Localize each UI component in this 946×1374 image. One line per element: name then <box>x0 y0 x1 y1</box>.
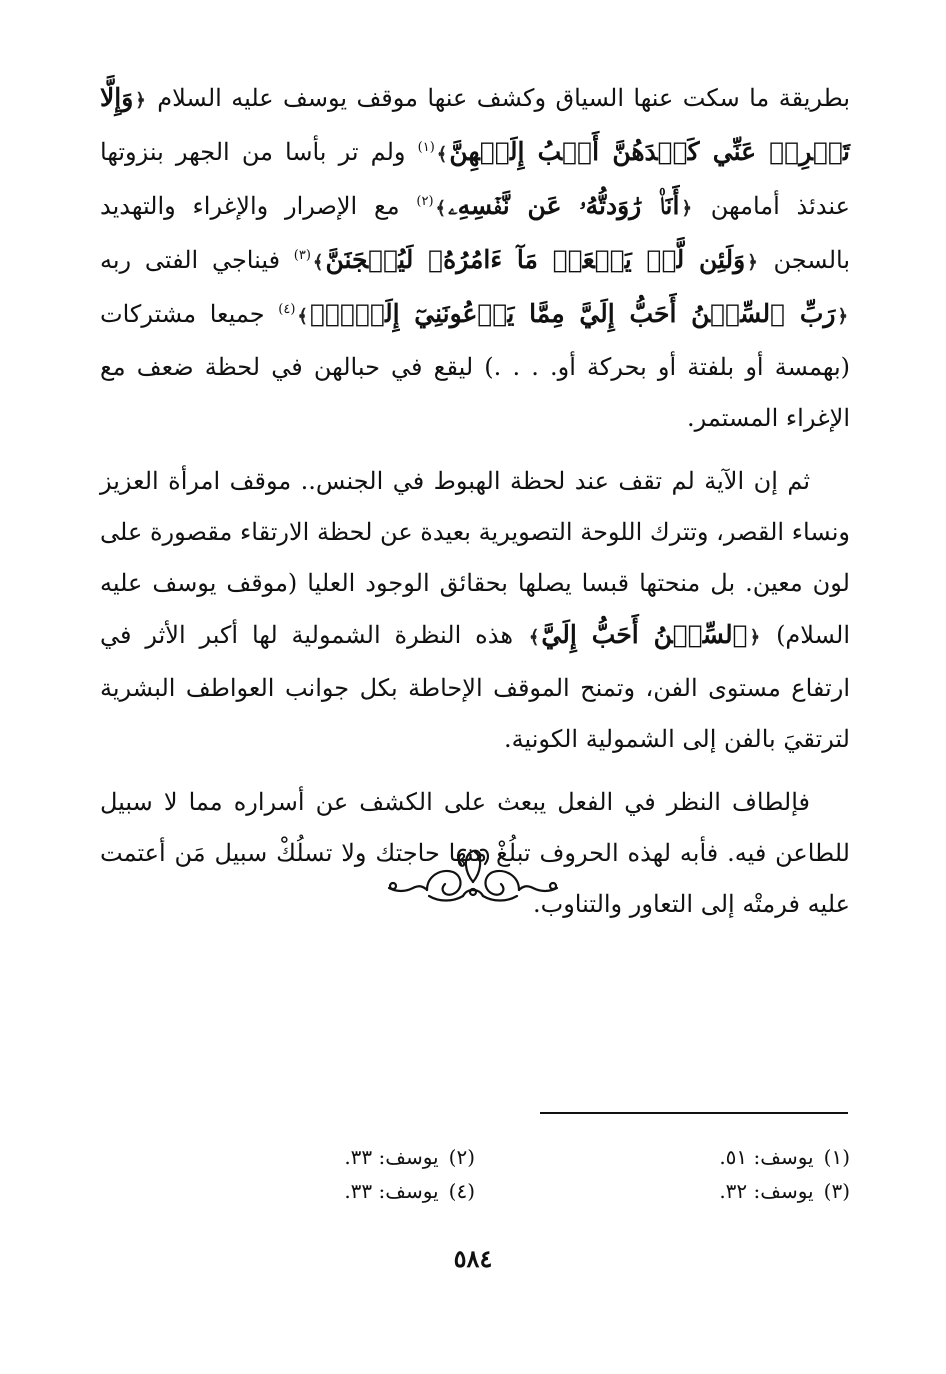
footnote-row <box>100 1140 850 1174</box>
footnote-number: (٤) <box>448 1179 475 1203</box>
quran-verse <box>527 620 762 649</box>
quran-bracket-open: ﴿ <box>749 627 761 648</box>
footnote-text: يوسف: ٣٣. <box>344 1145 439 1169</box>
quran-bracket-close: ﴾ <box>435 198 447 219</box>
quran-bracket-close: ﴾ <box>312 252 324 273</box>
quran-verse <box>311 245 760 274</box>
quran-bracket-close: ﴾ <box>528 627 540 648</box>
footnote-row <box>100 1174 850 1208</box>
quran-bracket-close: ﴾ <box>436 144 448 165</box>
footnote-reference[interactable]: (٣) <box>293 248 311 263</box>
quran-verse-text: رَبِّ ٱلسِّجۡنُ أَحَبُّ إِلَيَّ مِمَّا يَدۡعُونَنِيٓ إِلَيۡهِۖ <box>309 299 836 328</box>
quran-verse-text: أَنَا۠ رَٰوَدتُّهُۥ عَن نَّفۡسِهِۦ <box>448 191 680 220</box>
floral-ornament-icon <box>383 842 563 906</box>
footnote-reference[interactable]: (٤) <box>278 302 296 317</box>
quran-verse <box>295 299 850 328</box>
footnote-number: (١) <box>823 1145 850 1169</box>
quran-verse <box>434 191 694 220</box>
footnote-number: (٣) <box>823 1179 850 1203</box>
footnote-reference[interactable]: (١) <box>417 140 435 155</box>
body-text <box>100 72 850 930</box>
footnote-text: يوسف: ٣٢. <box>719 1179 814 1203</box>
body-text-run: مع الإصرار والإغراء والتهديد بالسجن <box>100 192 850 274</box>
footnote-text: يوسف: ٣٣. <box>344 1179 439 1203</box>
quran-verse-text: وَلَئِن لَّمۡ يَفۡعَلۡ مَآ ءَامُرُهُۥ لَيُسۡجَنَنَّ <box>325 245 746 274</box>
footnote-number: (٢) <box>448 1145 475 1169</box>
page-number: ٥٨٤ <box>453 1244 493 1273</box>
body-text-run: جميعا مشتركات (بهمسة أو بلفتة أو بحركة أو. . . .) ليقع في حبالهن في لحظة ضعف مع الإغراء المستمر. <box>100 300 850 432</box>
body-text-run: ثم إن الآية لم تقف عند لحظة الهبوط في الجنس.. موقف امرأة العزيز ونساء القصر، وتترك اللوحة التصويرية بعيدة عن لحظة الارتقاء مقصورة على لون معين. بل منحتها قبسا يصلها بحقائق الوجود العليا (موقف يوسف عليه السلام) <box>100 467 851 649</box>
body-text-run: بطريقة ما سكت عنها السياق وكشف عنها موقف يوسف عليه السلام <box>147 84 850 112</box>
footnote-text: يوسف: ٥١. <box>719 1145 814 1169</box>
quran-verse-text: ٱلسِّجۡنُ أَحَبُّ إِلَيَّ <box>541 620 748 649</box>
footnotes <box>100 1140 850 1208</box>
footnote-reference[interactable]: (٢) <box>416 194 434 209</box>
body-text-run: فيناجي الفتى ربه <box>100 246 294 274</box>
footnote-separator <box>540 1112 848 1114</box>
quran-bracket-open: ﴿ <box>837 306 848 327</box>
quran-bracket-open: ﴿ <box>135 90 146 111</box>
body-text-run: فإلطاف النظر في الفعل يبعث على الكشف عن أسراره مما لا سبيل للطاعن فيه. فأبه لهذه الحروف تبلُغْ منها حاجتك ولا تسلُكْ سبيل مَن أعتمت عليه فرمتْه إلى التعاور والتناوب. <box>100 788 850 918</box>
quran-bracket-open: ﴿ <box>681 198 692 219</box>
footnote <box>475 1140 850 1174</box>
paragraph <box>100 72 850 444</box>
footnote <box>100 1140 475 1174</box>
footnote <box>475 1174 850 1208</box>
body-text-run: ولم تر بأسا من الجهر بنزوتها عندئذ أمامهن <box>100 138 850 220</box>
quran-verse-text: وَإِلَّا تَصۡرِفۡ عَنِّي كَيۡدَهُنَّ أَصۡبُ إِلَيۡهِنَّ <box>100 83 850 166</box>
quran-bracket-close: ﴾ <box>297 306 308 327</box>
footnote <box>100 1174 475 1208</box>
paragraph <box>100 456 850 765</box>
body-text-run: هذه النظرة الشمولية لها أكبر الأثر في ارتفاع مستوى الفن، وتمنح الموقف الإحاطة بكل جوانب العواطف البشرية لترتقيَ بالفن إلى الشمولية الكونية. <box>100 621 850 753</box>
quran-bracket-open: ﴿ <box>747 252 758 273</box>
